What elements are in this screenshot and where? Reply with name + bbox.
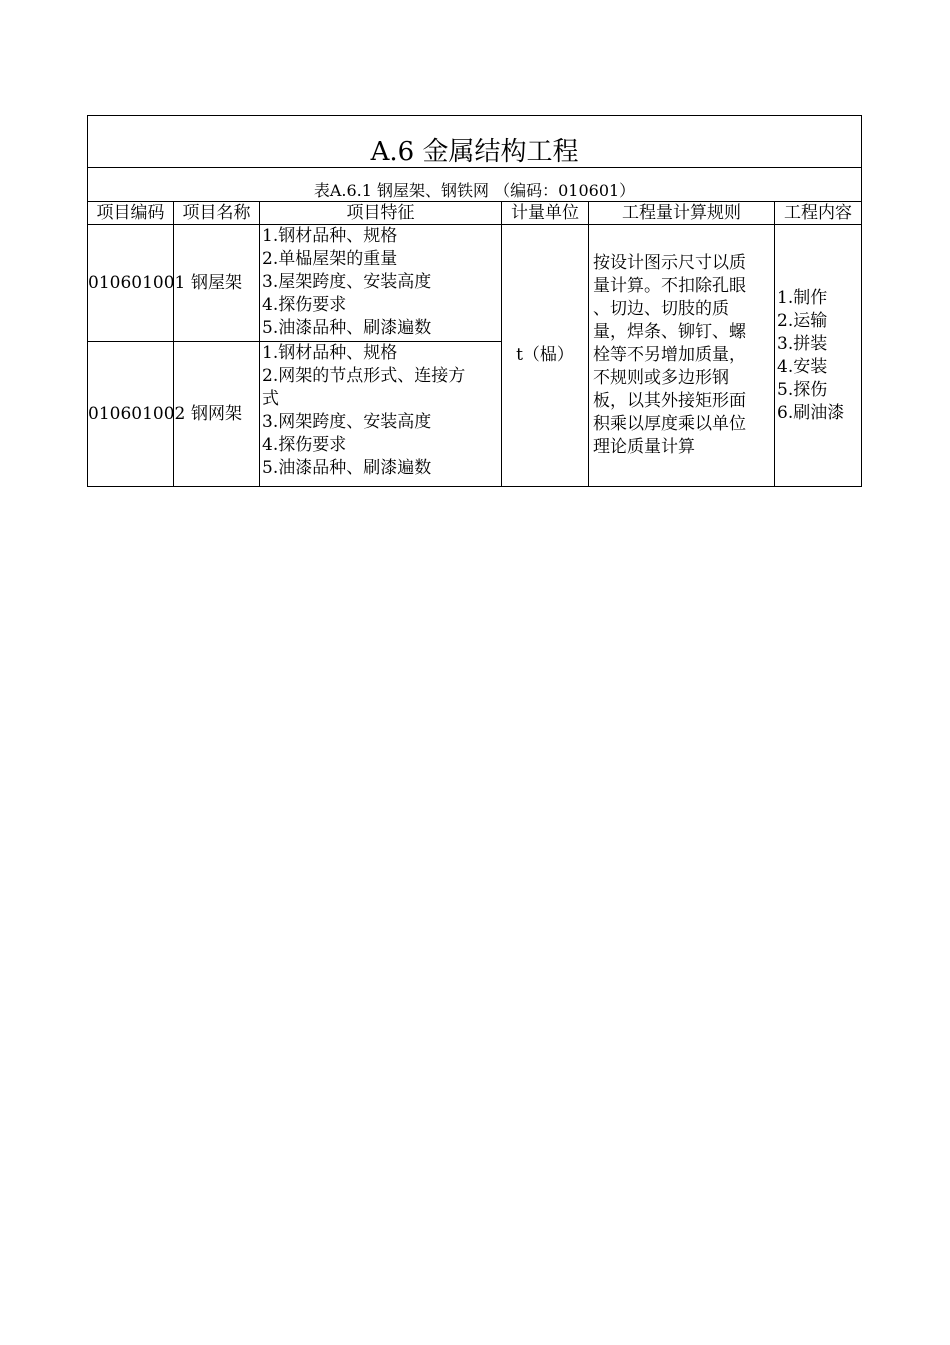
- item-name: 钢屋架: [174, 225, 260, 342]
- work-content: [775, 225, 862, 487]
- content-line: 4.安装: [777, 356, 828, 377]
- item-code: 010601001: [88, 225, 174, 342]
- feature-line: 4.探伤要求: [262, 435, 347, 455]
- metal-structure-table: [87, 115, 862, 487]
- content-line: 1.制作: [777, 287, 828, 308]
- content-line: 2.运输: [777, 310, 828, 331]
- feature-line: 式: [262, 389, 279, 409]
- header-unit: 计量单位: [502, 202, 589, 225]
- feature-line: 4.探伤要求: [262, 295, 347, 315]
- feature-line: 1.钢材品种、规格: [262, 226, 398, 246]
- feature-line: 1.钢材品种、规格: [262, 343, 398, 363]
- header-row: [88, 202, 862, 225]
- item-name: 钢网架: [174, 342, 260, 487]
- rule-line: 积乘以厚度乘以单位: [593, 414, 746, 434]
- rule-line: 按设计图示尺寸以质: [593, 253, 746, 273]
- feature-line: 5.油漆品种、刷漆遍数: [262, 318, 432, 338]
- feature-line: 3.屋架跨度、安装高度: [262, 272, 432, 292]
- feature-line: 3.网架跨度、安装高度: [262, 412, 432, 432]
- table-caption: 表A.6.1 钢屋架、钢铁网 （编码：010601）: [88, 168, 862, 202]
- rule-line: 理论质量计算: [593, 437, 695, 457]
- calculation-rule: [589, 225, 775, 487]
- item-features: [260, 225, 502, 342]
- feature-line: 2.网架的节点形式、连接方: [262, 366, 466, 386]
- header-code: 项目编码: [88, 202, 174, 225]
- item-code: 010601002: [88, 342, 174, 487]
- table-row: [88, 225, 862, 342]
- rule-line: 栓等不另增加质量，: [593, 345, 746, 365]
- page-title: A.6 金属结构工程: [370, 137, 579, 167]
- header-content: 工程内容: [775, 202, 862, 225]
- feature-line: 5.油漆品种、刷漆遍数: [262, 458, 432, 478]
- rule-line: 、切边、切肢的质: [593, 299, 729, 319]
- feature-line: 2.单榀屋架的重量: [262, 249, 398, 269]
- header-name: 项目名称: [174, 202, 260, 225]
- page-title-cell: [88, 116, 862, 168]
- header-features: 项目特征: [260, 202, 502, 225]
- content-line: 3.拼装: [777, 333, 828, 354]
- rule-line: 板，以其外接矩形面: [593, 391, 746, 411]
- unit-cell: t（榀）: [502, 225, 589, 487]
- rule-line: 量计算。不扣除孔眼: [593, 276, 746, 296]
- rule-line: 量，焊条、铆钉、螺: [593, 322, 746, 342]
- content-line: 5.探伤: [777, 379, 828, 400]
- header-rule: 工程量计算规则: [589, 202, 775, 225]
- rule-line: 不规则或多边形钢: [593, 368, 729, 388]
- item-features: [260, 342, 502, 487]
- content-line: 6.刷油漆: [777, 402, 845, 423]
